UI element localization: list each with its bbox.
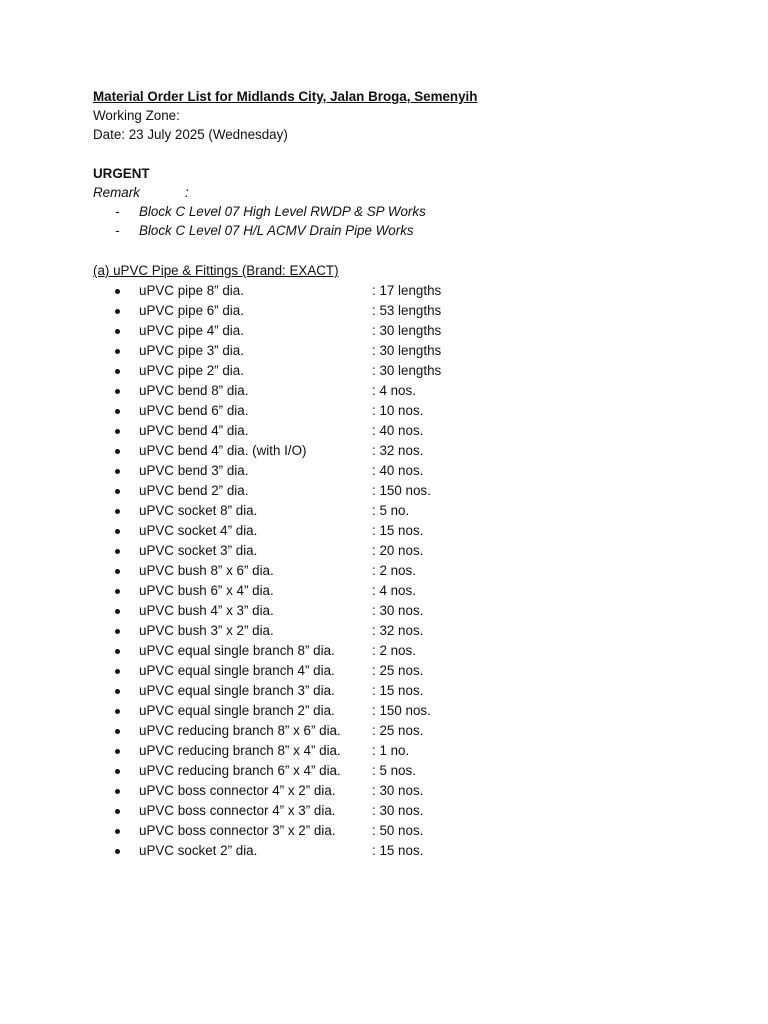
list-item (93, 781, 713, 801)
bullet-icon (115, 569, 120, 574)
list-item (93, 581, 713, 601)
bullet-icon (115, 449, 120, 454)
dash-marker: - (115, 223, 120, 238)
item-name: uPVC boss connector 4” x 3” dia. (139, 803, 336, 818)
list-item (93, 441, 713, 461)
item-quantity: : 50 nos. (372, 823, 424, 838)
bullet-icon (115, 409, 120, 414)
item-quantity: : 30 lengths (372, 363, 442, 378)
bullet-icon (115, 769, 120, 774)
dash-marker: - (115, 204, 120, 219)
item-quantity: : 150 nos. (372, 483, 431, 498)
list-item (93, 841, 713, 861)
remark-text: Block C Level 07 High Level RWDP & SP Works (139, 204, 426, 219)
item-name: uPVC equal single branch 2” dia. (139, 703, 335, 718)
list-item (93, 501, 713, 521)
bullet-icon (115, 489, 120, 494)
list-item (93, 801, 713, 821)
bullet-icon (115, 669, 120, 674)
item-quantity: : 25 nos. (372, 663, 424, 678)
list-item (93, 681, 713, 701)
bullet-icon (115, 829, 120, 834)
item-name: uPVC reducing branch 8” x 6” dia. (139, 723, 341, 738)
bullet-icon (115, 789, 120, 794)
list-item (93, 741, 713, 761)
urgent-label: URGENT (93, 166, 150, 181)
item-name: uPVC equal single branch 4” dia. (139, 663, 335, 678)
order-date: Date: 23 July 2025 (Wednesday) (93, 127, 288, 142)
item-name: uPVC bend 6” dia. (139, 403, 249, 418)
list-item (93, 401, 713, 421)
item-name: uPVC socket 3” dia. (139, 543, 258, 558)
bullet-icon (115, 709, 120, 714)
item-name: uPVC reducing branch 8” x 4” dia. (139, 743, 341, 758)
item-name: uPVC bend 4” dia. (with I/O) (139, 443, 307, 458)
item-quantity: : 4 nos. (372, 383, 416, 398)
item-name: uPVC boss connector 4” x 2” dia. (139, 783, 336, 798)
item-quantity: : 15 nos. (372, 683, 424, 698)
bullet-icon (115, 589, 120, 594)
item-quantity: : 15 nos. (372, 523, 424, 538)
bullet-icon (115, 469, 120, 474)
item-quantity: : 32 nos. (372, 623, 424, 638)
item-name: uPVC pipe 4” dia. (139, 323, 244, 338)
item-name: uPVC boss connector 3” x 2” dia. (139, 823, 336, 838)
bullet-icon (115, 509, 120, 514)
item-name: uPVC equal single branch 3” dia. (139, 683, 335, 698)
item-name: uPVC bush 4” x 3” dia. (139, 603, 274, 618)
item-quantity: : 2 nos. (372, 643, 416, 658)
list-item (93, 281, 713, 301)
item-quantity: : 1 no. (372, 743, 410, 758)
remark-item (93, 202, 713, 221)
list-item (93, 641, 713, 661)
list-item (93, 341, 713, 361)
bullet-icon (115, 529, 120, 534)
list-item (93, 321, 713, 341)
item-name: uPVC pipe 6” dia. (139, 303, 244, 318)
section-a-title: (a) uPVC Pipe & Fittings (Brand: EXACT) (93, 263, 339, 278)
list-item (93, 621, 713, 641)
item-quantity: : 25 nos. (372, 723, 424, 738)
item-quantity: : 40 nos. (372, 423, 424, 438)
item-name: uPVC pipe 2” dia. (139, 363, 244, 378)
document-title: Material Order List for Midlands City, Jalan Broga, Semenyih (93, 89, 478, 104)
remark-item (93, 221, 713, 240)
bullet-icon (115, 629, 120, 634)
item-quantity: : 30 nos. (372, 603, 424, 618)
remark-colon: : (185, 185, 189, 200)
list-item (93, 761, 713, 781)
list-item (93, 381, 713, 401)
item-quantity: : 32 nos. (372, 443, 424, 458)
bullet-icon (115, 309, 120, 314)
list-item (93, 301, 713, 321)
remark-text: Block C Level 07 H/L ACMV Drain Pipe Works (139, 223, 414, 238)
item-name: uPVC pipe 3” dia. (139, 343, 244, 358)
item-quantity: : 150 nos. (372, 703, 431, 718)
item-name: uPVC socket 2” dia. (139, 843, 258, 858)
item-name: uPVC bush 8” x 6” dia. (139, 563, 274, 578)
item-quantity: : 2 nos. (372, 563, 416, 578)
bullet-icon (115, 689, 120, 694)
item-quantity: : 30 nos. (372, 783, 424, 798)
bullet-icon (115, 609, 120, 614)
list-item (93, 601, 713, 621)
list-item (93, 721, 713, 741)
bullet-icon (115, 289, 120, 294)
list-item (93, 461, 713, 481)
item-name: uPVC bend 8” dia. (139, 383, 249, 398)
list-item (93, 481, 713, 501)
bullet-icon (115, 369, 120, 374)
item-name: uPVC socket 8” dia. (139, 503, 258, 518)
item-name: uPVC bush 3” x 2” dia. (139, 623, 274, 638)
bullet-icon (115, 429, 120, 434)
item-name: uPVC socket 4” dia. (139, 523, 258, 538)
item-quantity: : 5 no. (372, 503, 410, 518)
remark-row (93, 183, 713, 202)
bullet-icon (115, 649, 120, 654)
list-item (93, 701, 713, 721)
document-page (93, 87, 713, 861)
working-zone: Working Zone: (93, 108, 180, 123)
item-quantity: : 30 lengths (372, 343, 442, 358)
bullet-icon (115, 349, 120, 354)
item-name: uPVC pipe 8” dia. (139, 283, 244, 298)
list-item (93, 561, 713, 581)
bullet-icon (115, 549, 120, 554)
item-quantity: : 20 nos. (372, 543, 424, 558)
list-item (93, 361, 713, 381)
bullet-icon (115, 809, 120, 814)
bullet-icon (115, 389, 120, 394)
item-quantity: : 4 nos. (372, 583, 416, 598)
bullet-icon (115, 849, 120, 854)
list-item (93, 821, 713, 841)
item-name: uPVC reducing branch 6” x 4” dia. (139, 763, 341, 778)
list-item (93, 541, 713, 561)
list-item (93, 521, 713, 541)
item-quantity: : 10 nos. (372, 403, 424, 418)
bullet-icon (115, 329, 120, 334)
list-item (93, 661, 713, 681)
item-quantity: : 40 nos. (372, 463, 424, 478)
bullet-icon (115, 729, 120, 734)
item-quantity: : 53 lengths (372, 303, 442, 318)
bullet-icon (115, 749, 120, 754)
item-quantity: : 17 lengths (372, 283, 442, 298)
item-name: uPVC bend 4” dia. (139, 423, 249, 438)
material-list (93, 281, 713, 861)
item-name: uPVC bush 6” x 4” dia. (139, 583, 274, 598)
item-quantity: : 30 nos. (372, 803, 424, 818)
item-quantity: : 30 lengths (372, 323, 442, 338)
item-quantity: : 5 nos. (372, 763, 416, 778)
remark-label: Remark (93, 185, 140, 200)
item-quantity: : 15 nos. (372, 843, 424, 858)
item-name: uPVC bend 2” dia. (139, 483, 249, 498)
list-item (93, 421, 713, 441)
item-name: uPVC bend 3” dia. (139, 463, 249, 478)
item-name: uPVC equal single branch 8” dia. (139, 643, 335, 658)
